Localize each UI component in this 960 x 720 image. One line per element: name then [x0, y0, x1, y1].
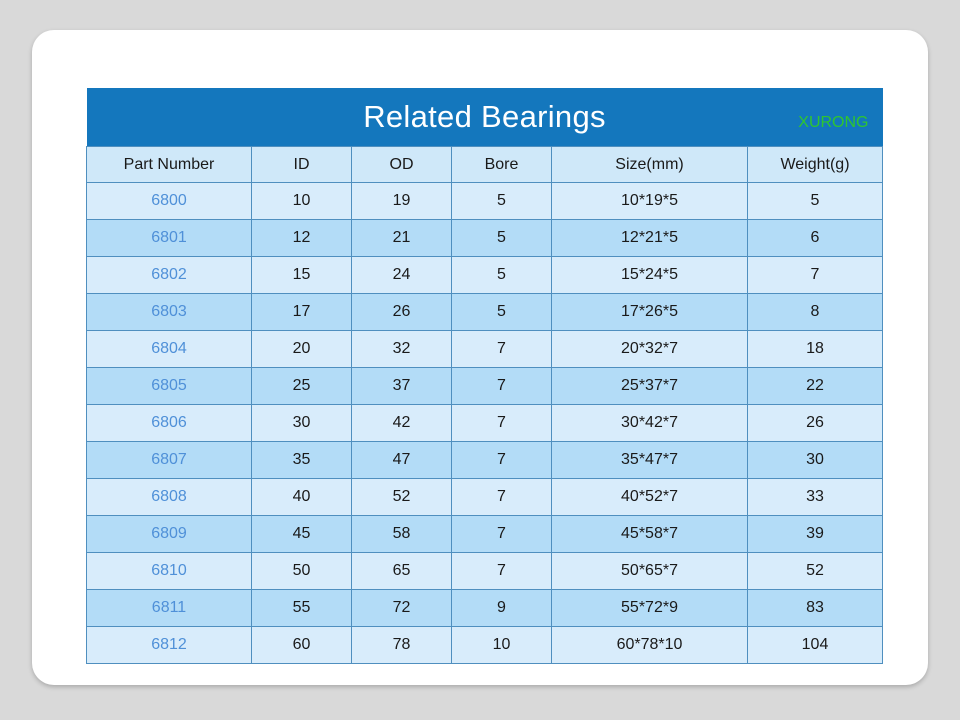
cell-value: 30*42*7	[552, 405, 748, 442]
cell-value: 50	[252, 553, 352, 590]
cell-value: 25*37*7	[552, 368, 748, 405]
cell-value: 26	[748, 405, 883, 442]
table-row	[87, 331, 883, 368]
table-header-row	[87, 147, 883, 183]
cell-part-number: 6800	[87, 183, 252, 220]
table-row	[87, 294, 883, 331]
column-header-size: Size(mm)	[552, 147, 748, 183]
cell-value: 45	[252, 516, 352, 553]
cell-value: 7	[452, 553, 552, 590]
column-header-part-number: Part Number	[87, 147, 252, 183]
cell-value: 7	[452, 516, 552, 553]
cell-value: 5	[452, 257, 552, 294]
cell-value: 5	[748, 183, 883, 220]
column-header-id: ID	[252, 147, 352, 183]
title-bar-cell	[87, 88, 883, 147]
table-row	[87, 627, 883, 664]
cell-value: 35*47*7	[552, 442, 748, 479]
table-row	[87, 516, 883, 553]
brand-label: XURONG	[798, 114, 869, 131]
cell-value: 18	[748, 331, 883, 368]
table-row	[87, 257, 883, 294]
cell-value: 19	[352, 183, 452, 220]
table-body	[87, 183, 883, 664]
cell-value: 7	[452, 442, 552, 479]
cell-part-number: 6808	[87, 479, 252, 516]
cell-value: 39	[748, 516, 883, 553]
cell-value: 72	[352, 590, 452, 627]
table-row	[87, 368, 883, 405]
cell-value: 20	[252, 331, 352, 368]
cell-value: 9	[452, 590, 552, 627]
cell-part-number: 6804	[87, 331, 252, 368]
table-head	[87, 88, 883, 183]
bearings-table-container	[86, 88, 882, 664]
cell-value: 24	[352, 257, 452, 294]
cell-value: 12*21*5	[552, 220, 748, 257]
table-row	[87, 590, 883, 627]
cell-value: 52	[352, 479, 452, 516]
cell-value: 10*19*5	[552, 183, 748, 220]
cell-value: 35	[252, 442, 352, 479]
cell-value: 60*78*10	[552, 627, 748, 664]
cell-part-number: 6806	[87, 405, 252, 442]
cell-value: 10	[252, 183, 352, 220]
cell-value: 17*26*5	[552, 294, 748, 331]
table-row	[87, 220, 883, 257]
cell-value: 25	[252, 368, 352, 405]
cell-part-number: 6801	[87, 220, 252, 257]
cell-value: 17	[252, 294, 352, 331]
cell-value: 47	[352, 442, 452, 479]
cell-value: 7	[748, 257, 883, 294]
cell-value: 20*32*7	[552, 331, 748, 368]
cell-value: 7	[452, 405, 552, 442]
cell-value: 37	[352, 368, 452, 405]
cell-part-number: 6811	[87, 590, 252, 627]
related-bearings-table	[86, 88, 883, 664]
column-header-weight: Weight(g)	[748, 147, 883, 183]
cell-value: 30	[252, 405, 352, 442]
cell-part-number: 6807	[87, 442, 252, 479]
cell-value: 7	[452, 479, 552, 516]
cell-value: 33	[748, 479, 883, 516]
cell-value: 26	[352, 294, 452, 331]
cell-value: 6	[748, 220, 883, 257]
cell-value: 104	[748, 627, 883, 664]
cell-value: 78	[352, 627, 452, 664]
cell-value: 45*58*7	[552, 516, 748, 553]
cell-value: 7	[452, 368, 552, 405]
cell-value: 10	[452, 627, 552, 664]
table-row	[87, 442, 883, 479]
cell-part-number: 6805	[87, 368, 252, 405]
cell-value: 42	[352, 405, 452, 442]
cell-value: 50*65*7	[552, 553, 748, 590]
cell-value: 55*72*9	[552, 590, 748, 627]
cell-part-number: 6803	[87, 294, 252, 331]
cell-value: 7	[452, 331, 552, 368]
cell-value: 30	[748, 442, 883, 479]
cell-value: 5	[452, 183, 552, 220]
cell-value: 5	[452, 294, 552, 331]
cell-value: 65	[352, 553, 452, 590]
cell-part-number: 6802	[87, 257, 252, 294]
table-row	[87, 183, 883, 220]
cell-value: 52	[748, 553, 883, 590]
cell-value: 15*24*5	[552, 257, 748, 294]
table-row	[87, 479, 883, 516]
cell-value: 58	[352, 516, 452, 553]
cell-value: 8	[748, 294, 883, 331]
cell-value: 21	[352, 220, 452, 257]
table-title-row	[87, 88, 883, 147]
cell-part-number: 6809	[87, 516, 252, 553]
table-row	[87, 553, 883, 590]
cell-value: 55	[252, 590, 352, 627]
cell-value: 12	[252, 220, 352, 257]
cell-part-number: 6812	[87, 627, 252, 664]
cell-value: 60	[252, 627, 352, 664]
slide-card	[32, 30, 928, 685]
cell-value: 83	[748, 590, 883, 627]
cell-value: 32	[352, 331, 452, 368]
page-title: Related Bearings	[363, 99, 606, 134]
cell-part-number: 6810	[87, 553, 252, 590]
column-header-od: OD	[352, 147, 452, 183]
cell-value: 22	[748, 368, 883, 405]
column-header-bore: Bore	[452, 147, 552, 183]
cell-value: 15	[252, 257, 352, 294]
table-row	[87, 405, 883, 442]
cell-value: 5	[452, 220, 552, 257]
cell-value: 40	[252, 479, 352, 516]
cell-value: 40*52*7	[552, 479, 748, 516]
